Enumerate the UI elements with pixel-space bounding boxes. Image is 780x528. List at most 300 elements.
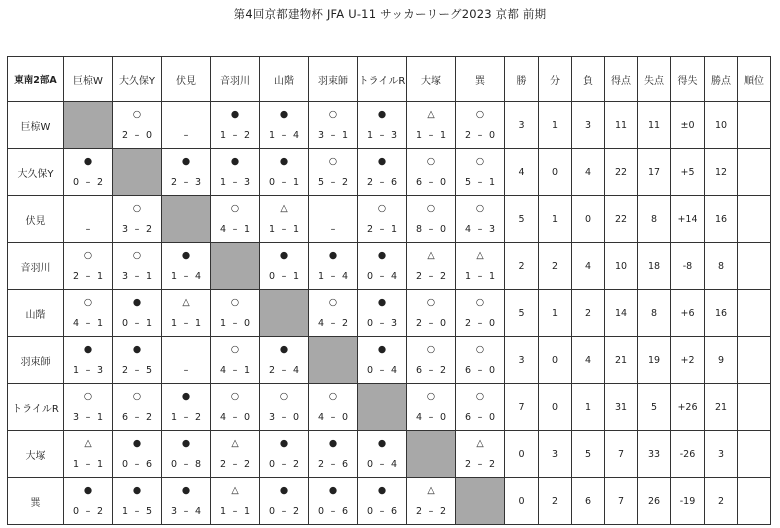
self-match-cell (211, 243, 260, 290)
score-against: 0 (488, 365, 495, 376)
stat-cell: 3 (539, 431, 572, 478)
score-dash: – (232, 318, 238, 329)
result-mark: △ (280, 203, 288, 214)
score-for: 1 (73, 459, 80, 470)
result-mark: ○ (83, 250, 93, 261)
result-mark: ● (83, 344, 93, 355)
score-for: 2 (416, 318, 423, 329)
result-mark: ○ (475, 391, 485, 402)
result-mark: ○ (426, 297, 436, 308)
result-mark: ● (377, 438, 387, 449)
score-dash: – (183, 459, 189, 470)
score-dash: – (232, 506, 238, 517)
match-cell (407, 243, 456, 290)
stat-cell (738, 243, 771, 290)
score-for: 1 (367, 130, 374, 141)
table-row (8, 431, 771, 478)
match-cell (358, 290, 407, 337)
score-against: 2 (488, 459, 495, 470)
team-row-label: 伏見 (8, 196, 64, 243)
match-cell (113, 431, 162, 478)
score-against: 4 (390, 459, 397, 470)
stat-cell: 4 (572, 243, 605, 290)
result-mark: ○ (132, 391, 142, 402)
match-cell (309, 384, 358, 431)
score-against: 1 (488, 271, 495, 282)
score-against: 8 (194, 459, 201, 470)
team-row-label: 山階 (8, 290, 64, 337)
result-mark: ● (181, 250, 191, 261)
score-dash: – (134, 412, 140, 423)
stat-cell (738, 431, 771, 478)
score-dash: – (477, 224, 483, 235)
result-mark: ● (328, 438, 338, 449)
match-cell (162, 243, 211, 290)
score-dash: – (232, 412, 238, 423)
stat-cell: 7 (505, 384, 539, 431)
score-dash: – (281, 177, 287, 188)
match-cell (113, 290, 162, 337)
match-cell (407, 478, 456, 525)
score-dash: – (281, 506, 287, 517)
score-dash: – (232, 459, 238, 470)
score-against: 3 (243, 177, 250, 188)
result-mark: ○ (475, 344, 485, 355)
result-mark: ● (328, 485, 338, 496)
table-row (8, 478, 771, 525)
score-for: 1 (416, 130, 423, 141)
result-mark: △ (427, 250, 435, 261)
score-dash: – (85, 365, 91, 376)
score-for: 5 (318, 177, 325, 188)
score-against: 0 (341, 412, 348, 423)
result-mark: ● (181, 485, 191, 496)
score-against: 2 (243, 459, 250, 470)
score-against: 0 (488, 130, 495, 141)
score-for: 0 (367, 318, 374, 329)
score-against: 1 (96, 318, 103, 329)
score-dash: – (330, 130, 336, 141)
score-dash: – (330, 271, 336, 282)
self-match-cell (260, 290, 309, 337)
score-against: 5 (145, 506, 152, 517)
result-mark: ● (132, 485, 142, 496)
score-dash: – (379, 271, 385, 282)
team-row-label: 音羽川 (8, 243, 64, 290)
result-mark: ○ (132, 203, 142, 214)
score-for: 0 (269, 459, 276, 470)
match-cell (358, 431, 407, 478)
stat-column-header: 分 (539, 57, 572, 102)
score-for: 4 (318, 318, 325, 329)
match-cell (162, 384, 211, 431)
result-mark: △ (231, 438, 239, 449)
score-dash: – (379, 130, 385, 141)
score-against: 0 (439, 318, 446, 329)
match-cell (260, 337, 309, 384)
score-for: 2 (465, 459, 472, 470)
match-cell (64, 290, 113, 337)
score-against: 2 (292, 506, 299, 517)
match-cell (64, 478, 113, 525)
stat-cell: 9 (705, 337, 738, 384)
score-for: 0 (269, 177, 276, 188)
score-against: 2 (439, 365, 446, 376)
result-mark: ○ (328, 391, 338, 402)
result-mark: ● (230, 109, 240, 120)
score-against: 0 (145, 130, 152, 141)
match-cell (456, 384, 505, 431)
team-column-header: 羽束師 (309, 57, 358, 102)
score-for: 0 (367, 506, 374, 517)
team-column-header: 伏見 (162, 57, 211, 102)
stat-cell: 1 (539, 102, 572, 149)
stat-cell: 2 (572, 290, 605, 337)
match-cell (113, 196, 162, 243)
stat-cell: 11 (605, 102, 638, 149)
stat-cell: +6 (671, 290, 705, 337)
score-against: 1 (292, 177, 299, 188)
stat-cell: 19 (638, 337, 671, 384)
score-dash: – (330, 318, 336, 329)
match-cell (162, 149, 211, 196)
table-row (8, 149, 771, 196)
score-against: 1 (96, 412, 103, 423)
team-column-header: トライルR (358, 57, 407, 102)
match-cell (211, 431, 260, 478)
match-cell (358, 149, 407, 196)
stat-cell (738, 337, 771, 384)
stat-cell: 22 (605, 149, 638, 196)
score-dash: – (183, 130, 189, 141)
score-against: 0 (243, 412, 250, 423)
score-dash: – (477, 459, 483, 470)
stat-cell: 12 (705, 149, 738, 196)
table-row (8, 290, 771, 337)
stat-cell: 0 (572, 196, 605, 243)
stat-cell: 3 (572, 102, 605, 149)
score-for: 0 (122, 318, 129, 329)
score-dash: – (232, 177, 238, 188)
result-mark: △ (427, 485, 435, 496)
score-dash: – (281, 224, 287, 235)
stat-cell: -19 (671, 478, 705, 525)
score-dash: – (85, 271, 91, 282)
match-cell (260, 431, 309, 478)
score-against: 1 (390, 224, 397, 235)
match-cell (407, 384, 456, 431)
match-cell (358, 102, 407, 149)
group-label: 東南2部A (8, 57, 64, 102)
score-dash: – (428, 506, 434, 517)
stat-cell: +2 (671, 337, 705, 384)
score-dash: – (330, 459, 336, 470)
score-against: 3 (488, 224, 495, 235)
score-against: 1 (145, 271, 152, 282)
stat-column-header: 順位 (738, 57, 771, 102)
stat-cell: 2 (705, 478, 738, 525)
score-for: 3 (318, 130, 325, 141)
stat-cell: 1 (572, 384, 605, 431)
stat-cell: 5 (505, 196, 539, 243)
stat-cell: 0 (539, 384, 572, 431)
score-dash: – (183, 271, 189, 282)
score-dash: – (477, 271, 483, 282)
score-dash: – (330, 177, 336, 188)
result-mark: ○ (426, 391, 436, 402)
self-match-cell (407, 431, 456, 478)
self-match-cell (64, 102, 113, 149)
self-match-cell (358, 384, 407, 431)
score-for: 1 (220, 177, 227, 188)
team-column-header: 大久保Y (113, 57, 162, 102)
match-cell (64, 431, 113, 478)
result-mark: ○ (328, 297, 338, 308)
score-dash: – (232, 224, 238, 235)
score-dash: – (428, 224, 434, 235)
stat-cell: 3 (505, 337, 539, 384)
score-dash: – (379, 224, 385, 235)
score-against: 4 (292, 365, 299, 376)
score-dash: – (477, 318, 483, 329)
score-against: 5 (145, 365, 152, 376)
result-mark: ● (279, 485, 289, 496)
match-cell (456, 243, 505, 290)
score-for: 0 (122, 459, 129, 470)
score-against: 2 (292, 459, 299, 470)
result-mark: ● (328, 250, 338, 261)
score-dash: – (134, 365, 140, 376)
stat-cell: 6 (572, 478, 605, 525)
score-dash: – (330, 224, 336, 235)
score-dash: – (379, 459, 385, 470)
score-for: 1 (171, 318, 178, 329)
match-cell (113, 102, 162, 149)
score-for: 2 (122, 130, 129, 141)
result-mark: △ (427, 109, 435, 120)
team-row-label: 大久保Y (8, 149, 64, 196)
match-cell (456, 196, 505, 243)
score-against: 1 (488, 177, 495, 188)
score-against: 1 (243, 224, 250, 235)
match-cell (309, 478, 358, 525)
score-dash: – (85, 318, 91, 329)
stat-column-header: 負 (572, 57, 605, 102)
stat-cell: 3 (505, 102, 539, 149)
match-cell (211, 337, 260, 384)
score-dash: – (183, 177, 189, 188)
result-mark: ● (279, 109, 289, 120)
score-against: 2 (243, 130, 250, 141)
match-cell (211, 149, 260, 196)
match-cell (407, 149, 456, 196)
score-for: 2 (220, 459, 227, 470)
score-against: 2 (439, 506, 446, 517)
result-mark: ● (377, 485, 387, 496)
match-cell (456, 337, 505, 384)
team-row-label: 巨椋W (8, 102, 64, 149)
match-cell (64, 243, 113, 290)
score-for: 5 (465, 177, 472, 188)
stat-cell: 10 (705, 102, 738, 149)
stat-cell: 7 (605, 431, 638, 478)
score-for: 3 (269, 412, 276, 423)
score-for: 4 (465, 224, 472, 235)
result-mark: ● (181, 438, 191, 449)
match-cell (211, 290, 260, 337)
score-dash: – (428, 412, 434, 423)
table-row (8, 243, 771, 290)
score-against: 2 (194, 412, 201, 423)
stat-cell: 4 (572, 149, 605, 196)
score-for: 2 (416, 271, 423, 282)
team-row-label: 羽束師 (8, 337, 64, 384)
stat-cell (738, 149, 771, 196)
stat-cell: 26 (638, 478, 671, 525)
score-dash: – (281, 459, 287, 470)
score-dash: – (379, 177, 385, 188)
stat-cell: 22 (605, 196, 638, 243)
result-mark: ○ (328, 156, 338, 167)
match-cell (260, 384, 309, 431)
score-for: 0 (73, 177, 80, 188)
score-for: 2 (416, 506, 423, 517)
score-for: 0 (269, 271, 276, 282)
stat-cell: ±0 (671, 102, 705, 149)
result-mark: ● (279, 344, 289, 355)
result-mark: ○ (475, 297, 485, 308)
stat-cell: 0 (505, 431, 539, 478)
stat-cell: 1 (539, 196, 572, 243)
score-against: 4 (194, 271, 201, 282)
score-dash: – (134, 224, 140, 235)
result-mark: ● (377, 250, 387, 261)
table-row (8, 384, 771, 431)
score-against: 3 (194, 177, 201, 188)
match-cell (407, 290, 456, 337)
score-dash: – (85, 224, 91, 235)
score-dash: – (85, 177, 91, 188)
match-cell (260, 243, 309, 290)
match-cell (456, 149, 505, 196)
match-cell (211, 196, 260, 243)
score-dash: – (134, 506, 140, 517)
result-mark: ● (377, 156, 387, 167)
score-dash: – (281, 365, 287, 376)
result-mark: △ (231, 485, 239, 496)
score-dash: – (379, 506, 385, 517)
score-dash: – (477, 130, 483, 141)
team-row-label: 巽 (8, 478, 64, 525)
score-for: 1 (269, 224, 276, 235)
score-dash: – (428, 271, 434, 282)
score-against: 1 (292, 224, 299, 235)
match-cell (309, 431, 358, 478)
score-dash: – (85, 459, 91, 470)
score-for: 3 (73, 412, 80, 423)
score-for: 0 (367, 459, 374, 470)
result-mark: ● (132, 438, 142, 449)
score-for: 1 (220, 318, 227, 329)
score-dash: – (379, 318, 385, 329)
league-table (7, 56, 771, 525)
score-for: 1 (122, 506, 129, 517)
score-against: 2 (96, 506, 103, 517)
table-row (8, 102, 771, 149)
score-for: 6 (416, 177, 423, 188)
match-cell (309, 102, 358, 149)
score-dash: – (183, 365, 189, 376)
score-against: 4 (194, 506, 201, 517)
stat-cell: 31 (605, 384, 638, 431)
match-cell (260, 149, 309, 196)
result-mark: ○ (230, 297, 240, 308)
score-against: 1 (243, 365, 250, 376)
score-against: 2 (341, 318, 348, 329)
score-against: 0 (243, 318, 250, 329)
score-for: 6 (122, 412, 129, 423)
match-cell (113, 384, 162, 431)
score-against: 3 (390, 318, 397, 329)
result-mark: ● (377, 344, 387, 355)
stat-column-header: 勝 (505, 57, 539, 102)
score-for: 4 (220, 365, 227, 376)
score-dash: – (477, 177, 483, 188)
stat-cell: +14 (671, 196, 705, 243)
result-mark: ○ (426, 344, 436, 355)
result-mark: ○ (132, 109, 142, 120)
score-for: 6 (416, 365, 423, 376)
table-row (8, 196, 771, 243)
result-mark: △ (476, 250, 484, 261)
stat-cell (738, 478, 771, 525)
match-cell (260, 196, 309, 243)
result-mark: ○ (475, 156, 485, 167)
stat-cell: -26 (671, 431, 705, 478)
match-cell (64, 337, 113, 384)
team-column-header: 音羽川 (211, 57, 260, 102)
score-against: 3 (390, 130, 397, 141)
stat-cell: 17 (638, 149, 671, 196)
score-for: 0 (367, 365, 374, 376)
match-cell (64, 149, 113, 196)
score-for: 0 (318, 506, 325, 517)
stat-cell: 4 (505, 149, 539, 196)
score-for: 4 (220, 412, 227, 423)
stat-cell: 5 (638, 384, 671, 431)
score-dash: – (183, 412, 189, 423)
result-mark: ○ (230, 344, 240, 355)
match-cell (211, 102, 260, 149)
score-dash: – (134, 130, 140, 141)
stat-column-header: 得点 (605, 57, 638, 102)
stat-cell: 16 (705, 196, 738, 243)
score-against: 6 (341, 506, 348, 517)
result-mark: ● (377, 109, 387, 120)
result-mark: ● (83, 156, 93, 167)
match-cell (358, 196, 407, 243)
score-against: 1 (341, 130, 348, 141)
result-mark: △ (84, 438, 92, 449)
stat-cell: 10 (605, 243, 638, 290)
score-for: 1 (171, 412, 178, 423)
score-against: 6 (390, 506, 397, 517)
score-for: 1 (220, 506, 227, 517)
score-against: 0 (439, 177, 446, 188)
score-dash: – (428, 318, 434, 329)
score-dash: – (134, 318, 140, 329)
result-mark: ○ (83, 297, 93, 308)
